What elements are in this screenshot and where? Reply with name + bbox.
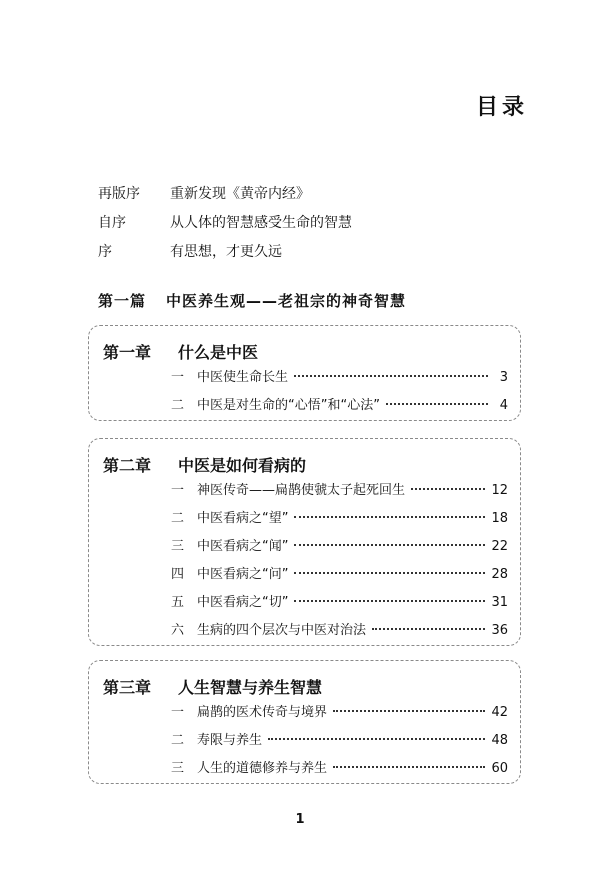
entry-page: 3 — [499, 370, 508, 385]
dot-leader — [294, 572, 485, 574]
toc-entry[interactable] — [171, 477, 508, 505]
entry-page: 22 — [491, 539, 508, 554]
entry-number: 六 — [171, 623, 185, 638]
entry-title: 中医看病之“切” — [197, 595, 289, 610]
toc-entry[interactable] — [171, 561, 508, 589]
toc-entry[interactable] — [171, 505, 508, 533]
entry-page: 28 — [491, 567, 508, 582]
entry-number: 三 — [171, 539, 185, 554]
dot-leader — [386, 403, 488, 405]
toc-entry[interactable] — [171, 364, 508, 392]
chapter-title: 什么是中医 — [178, 343, 259, 362]
entry-page: 12 — [491, 483, 508, 498]
entry-number: 一 — [171, 370, 185, 385]
toc-entry[interactable] — [171, 533, 508, 561]
chapter-box — [88, 660, 521, 784]
dot-leader — [411, 488, 485, 490]
entry-number: 五 — [171, 595, 185, 610]
dot-leader — [294, 516, 485, 518]
entry-title: 中医使生命长生 — [197, 370, 289, 385]
preface-label: 自序 — [98, 214, 126, 231]
entry-page: 4 — [499, 398, 508, 413]
preface-label: 再版序 — [98, 185, 140, 202]
entry-number: 一 — [171, 705, 185, 720]
chapter-heading[interactable] — [103, 675, 322, 698]
dot-leader — [372, 628, 485, 630]
entry-page: 18 — [491, 511, 508, 526]
entry-title: 中医看病之“望” — [197, 511, 289, 526]
entry-title: 寿限与养生 — [197, 733, 263, 748]
preface-text: 从人体的智慧感受生命的智慧 — [170, 214, 352, 231]
entry-title: 中医看病之“闻” — [197, 539, 289, 554]
entry-number: 二 — [171, 511, 185, 526]
entry-number: 二 — [171, 733, 185, 748]
chapter-number: 第三章 — [103, 678, 152, 697]
preface-text: 重新发现《黄帝内经》 — [170, 185, 310, 202]
dot-leader — [294, 544, 485, 546]
chapter-title: 中医是如何看病的 — [178, 456, 307, 475]
part-heading[interactable] — [98, 290, 406, 311]
toc-entry[interactable] — [171, 755, 508, 783]
entry-page: 48 — [491, 733, 508, 748]
entry-number: 三 — [171, 761, 185, 776]
preface-list — [98, 178, 352, 265]
entry-title: 扁鹊的医术传奇与境界 — [197, 705, 328, 720]
entry-number: 一 — [171, 483, 185, 498]
entry-title: 生病的四个层次与中医对治法 — [197, 623, 367, 638]
chapter-box — [88, 325, 521, 421]
chapter-title: 人生智慧与养生智慧 — [178, 678, 323, 697]
chapter-number: 第二章 — [103, 456, 152, 475]
page-title: 目录 — [475, 95, 528, 120]
entry-title: 人生的道德修养与养生 — [197, 761, 328, 776]
toc-entry[interactable] — [171, 699, 508, 727]
toc-entry[interactable] — [171, 617, 508, 645]
entry-page: 60 — [491, 761, 508, 776]
toc-entry[interactable] — [171, 589, 508, 617]
preface-label: 序 — [98, 243, 112, 260]
chapter-heading[interactable] — [103, 340, 258, 363]
part-number: 第一篇 — [98, 292, 147, 310]
part-title: 中医养生观——老祖宗的神奇智慧 — [166, 292, 407, 310]
entry-page: 42 — [491, 705, 508, 720]
entry-title: 中医看病之“问” — [197, 567, 289, 582]
page-number: 1 — [295, 812, 305, 827]
chapter-number: 第一章 — [103, 343, 152, 362]
entry-page: 31 — [491, 595, 508, 610]
dot-leader — [268, 738, 485, 740]
chapter-heading[interactable] — [103, 453, 306, 476]
toc-entry[interactable] — [171, 727, 508, 755]
entry-number: 二 — [171, 398, 185, 413]
dot-leader — [333, 710, 485, 712]
entry-page: 36 — [491, 623, 508, 638]
toc-entry[interactable] — [171, 392, 508, 420]
entry-title: 中医是对生命的“心悟”和“心法” — [197, 398, 380, 413]
chapter-box — [88, 438, 521, 646]
preface-item[interactable] — [98, 207, 352, 236]
dot-leader — [333, 766, 485, 768]
preface-item[interactable] — [98, 236, 352, 265]
preface-item[interactable] — [98, 178, 352, 207]
preface-text: 有思想，才更久远 — [170, 243, 282, 260]
dot-leader — [294, 375, 488, 377]
entry-number: 四 — [171, 567, 185, 582]
dot-leader — [294, 600, 485, 602]
entry-title: 神医传奇——扁鹊使虢太子起死回生 — [197, 483, 406, 498]
